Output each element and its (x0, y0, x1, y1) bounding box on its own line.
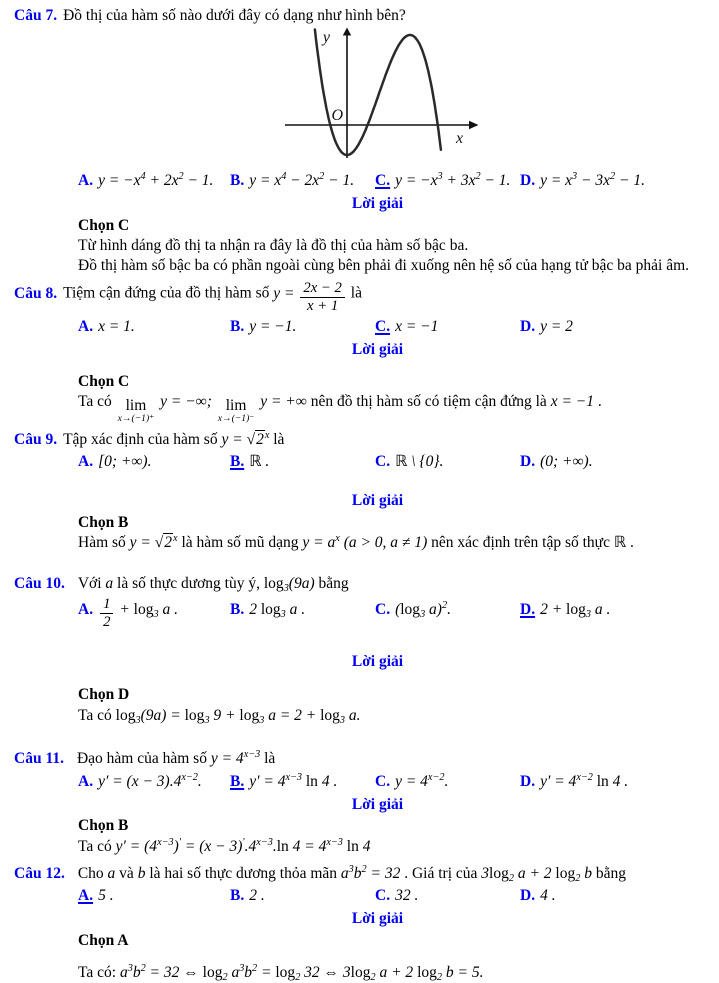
option-letter: C. (375, 452, 391, 470)
solution-line: Ta có $y' = (4^{x-3})' = (x - 3)'.4^{x-3}.\ln$ $4 = 4^{x-3}$ ln 4 (78, 837, 371, 856)
option-value: $2 + \log_3 a$ . (540, 600, 611, 620)
option-value: x = −1 (395, 317, 439, 335)
solution-lines (14, 392, 711, 423)
option-letter: C. (375, 317, 391, 335)
option-C (375, 171, 520, 191)
x-axis-label: x (456, 130, 464, 148)
solution-lines (14, 837, 711, 857)
option-value: 2 $\log_3 a$ . (249, 600, 306, 620)
question-number: Câu 12. (14, 865, 65, 883)
option-letter: A. (78, 772, 94, 790)
option-letter: D. (520, 887, 536, 905)
option-value: y = −1. (249, 317, 297, 335)
question-block (14, 280, 711, 424)
question-block (14, 864, 711, 982)
question-title (14, 280, 711, 315)
option-B (230, 600, 375, 620)
option-letter: A. (78, 317, 94, 335)
question-title (14, 864, 711, 884)
option-letter: B. (230, 452, 245, 470)
option-value: ℝ \ {0}. (395, 452, 444, 470)
question-title (14, 430, 711, 450)
option-value: x = 1. (98, 317, 135, 335)
solution-lines (14, 533, 711, 553)
options-row (14, 171, 711, 191)
question-block (14, 574, 711, 725)
option-value: ($\log_3$ a)$^2$. (395, 599, 451, 620)
solution-lines (14, 706, 711, 726)
solution-line: Ta có $\log_3(9a) = \log_3 9 + \log_3 a = 2 + \log_3 a$. (78, 706, 361, 726)
option-value: (0; +∞). (540, 452, 593, 470)
option-value: $y = -x^4 + 2x^2 - 1$. (98, 170, 214, 189)
option-letter: D. (520, 772, 536, 790)
y-axis-arrow-icon (343, 28, 351, 36)
option-letter: D. (520, 317, 536, 335)
option-B (230, 171, 375, 191)
option-letter: C. (375, 600, 391, 618)
option-C (375, 772, 520, 792)
question-text: Đồ thị của hàm số nào dưới đây có dạng như hình bên? (63, 7, 406, 24)
option-value: $y' = (x - 3).4^{x-2}$. (98, 771, 202, 790)
option-value: 2 . (249, 887, 265, 905)
option-value: $\frac{1}{2}$ + $\log_3 a$ . (98, 601, 178, 618)
chosen-answer: Chọn B (78, 817, 129, 835)
option-value: 4 . (540, 887, 556, 905)
solution-line: Từ hình dáng đồ thị ta nhận ra đây là đồ thị của hàm số bậc ba. (78, 237, 469, 255)
option-letter: B. (230, 887, 245, 905)
x-axis-arrow-icon (469, 121, 479, 129)
option-value: 5 . (98, 887, 114, 905)
option-B (230, 317, 375, 337)
options-row (14, 452, 711, 472)
options-row (14, 317, 711, 337)
option-letter: D. (520, 452, 536, 470)
question-text: Cho a và b là hai số thực dương thỏa mãn $a^3b^2 = 32$ . Giá trị của $3\log_2$ a + 2 $\log_2 b$ bằng (77, 863, 626, 884)
solution-heading: Lời giải (351, 653, 404, 671)
solution-line: Ta có: $a^3b^2 = 32$ ⇔ $\log_2 a^3b^2 = \log_2 32$ ⇔ $3\log_2$ a + 2 $\log_2 b = 5$. (78, 962, 484, 983)
option-B (230, 886, 375, 906)
option-letter: B. (230, 772, 245, 790)
chosen-answer: Chọn A (78, 931, 129, 949)
question-text: Với a là số thực dương tùy ý, $\log_3(9a)$ bằng (77, 575, 349, 595)
option-value: 32 . (395, 887, 419, 905)
chosen-answer: Chọn C (78, 216, 130, 234)
option-letter: B. (230, 317, 245, 335)
option-letter: B. (230, 600, 245, 618)
option-D (520, 772, 711, 792)
option-value: y = 2 (540, 317, 573, 335)
option-letter: B. (230, 171, 245, 189)
option-B (230, 772, 375, 792)
question-number: Câu 7. (14, 7, 58, 24)
option-value: $y = x^3 - 3x^2 - 1$. (540, 170, 645, 189)
option-letter: C. (375, 772, 391, 790)
question-number: Câu 8. (14, 284, 58, 302)
graph-figure (280, 27, 480, 162)
question-number: Câu 10. (14, 575, 65, 593)
y-axis-label: y (322, 29, 330, 47)
option-value: $y = 4^{x-2}$. (395, 771, 449, 790)
question-block (14, 430, 711, 553)
question-title (14, 574, 711, 594)
option-letter: A. (78, 887, 94, 905)
option-C (375, 886, 520, 906)
option-D (520, 171, 711, 191)
option-D (520, 317, 711, 337)
option-C (375, 600, 520, 620)
option-D (520, 452, 711, 472)
solution-heading: Lời giải (351, 795, 404, 813)
option-A (78, 317, 230, 337)
option-letter: D. (520, 171, 536, 189)
options-row (14, 596, 711, 631)
solution-line: Đồ thị hàm số bậc ba có phần ngoài cùng bên phải đi xuống nên hệ số của hạng tử bậc ba phải âm. (78, 257, 690, 275)
option-value: $y = -x^3 + 3x^2 - 1$. (395, 170, 511, 189)
cubic-curve (315, 30, 441, 156)
solution-heading: Lời giải (351, 340, 404, 358)
option-letter: D. (520, 600, 536, 618)
option-C (375, 317, 520, 337)
option-value: $y' = 4^{x-2}$ ln 4 . (540, 771, 629, 790)
option-C (375, 452, 520, 472)
question-number: Câu 9. (14, 430, 58, 448)
solution-heading: Lời giải (351, 910, 404, 928)
solution-line: Ta có lim x→(−1)⁺ y = −∞; lim x→(−1)⁻ y = +∞ nên đồ thị hàm số có tiệm cận đứng là x = −1 . (78, 393, 602, 425)
option-letter: A. (78, 171, 94, 189)
option-letter: C. (375, 887, 391, 905)
option-A (78, 596, 230, 631)
question-block (14, 749, 711, 857)
question-text: Tiệm cận đứng của đồ thị hàm số y = $\frac{2x - 2}{x + 1}$ là (63, 280, 362, 315)
question-text: Đạo hàm của hàm số $y = 4^{x-3}$ là (76, 748, 276, 767)
origin-label: O (331, 107, 343, 125)
option-B (230, 452, 375, 472)
option-value: [0; +∞). (98, 452, 152, 470)
option-value: $y' = 4^{x-3}$ ln 4 . (249, 771, 338, 790)
option-value: ℝ . (249, 452, 270, 470)
question-block (14, 6, 711, 276)
option-D (520, 886, 711, 906)
option-value: $y = x^4 - 2x^2 - 1$. (249, 170, 355, 189)
question-title (14, 749, 711, 769)
chosen-answer: Chọn D (78, 686, 130, 704)
chosen-answer: Chọn B (78, 513, 129, 531)
option-A (78, 886, 230, 906)
solution-lines (14, 963, 711, 983)
option-D (520, 600, 711, 620)
solution-lines (14, 236, 711, 276)
solution-heading: Lời giải (351, 491, 404, 509)
solution-line: Hàm số $y = √2^x$ là hàm số mũ dạng $y = a^x$ (a > 0, a ≠ 1) nên xác định trên tập số thực ℝ . (78, 533, 634, 552)
chosen-answer: Chọn C (78, 372, 130, 390)
option-letter: C. (375, 171, 391, 189)
option-A (78, 171, 230, 191)
option-letter: A. (78, 452, 94, 470)
option-letter: A. (78, 600, 94, 618)
question-number: Câu 11. (14, 749, 64, 767)
solution-heading: Lời giải (351, 194, 404, 212)
option-A (78, 772, 230, 792)
question-title (14, 6, 711, 26)
option-A (78, 452, 230, 472)
options-row (14, 886, 711, 906)
options-row (14, 772, 711, 792)
question-text: Tập xác định của hàm số $y = √2^x$ là (63, 429, 285, 448)
